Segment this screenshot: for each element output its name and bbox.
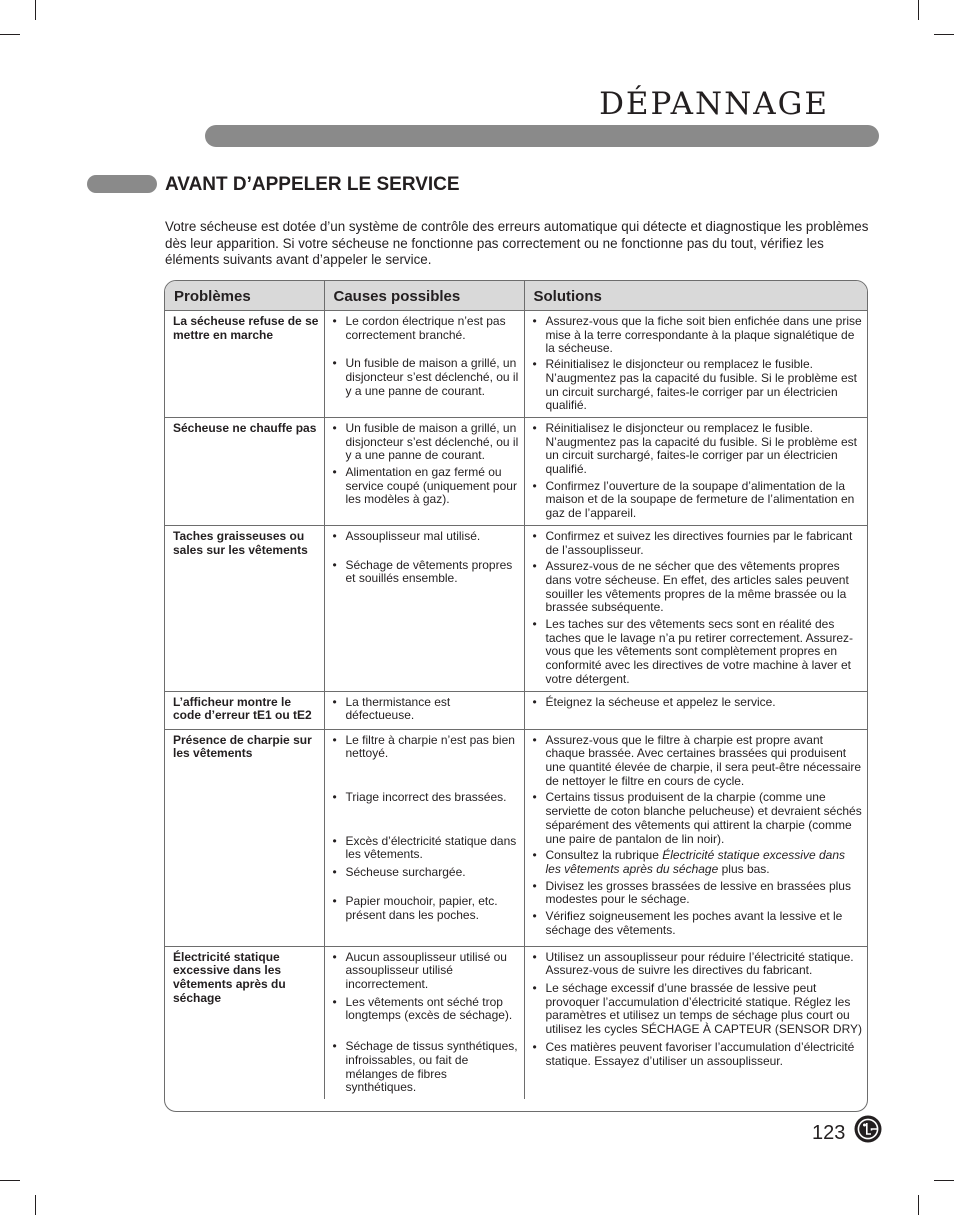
table-row [165, 946, 867, 1099]
cause-item: • Assouplisseur mal utilisé. [333, 530, 520, 544]
problem-cell: Présence de charpie sur les vêtements [165, 729, 324, 946]
crop-mark [35, 0, 36, 20]
solution-item: • Assurez-vous de ne sécher que des vêtements propres dans votre sécheuse. En effet, des articles sales peuvent souiller les vêtements propres de la même brassée ou la brassée subséquente. [533, 560, 864, 615]
crop-mark [35, 1195, 36, 1215]
solution-item: • Assurez-vous que le filtre à charpie est propre avant chaque brassée. Avec certaines brassées qui produisent une quantité élevée de charpie, il sera peut-être nécessaire de nettoyer le filtre en cours de cycle. [533, 734, 864, 789]
solution-item: • Divisez les grosses brassées de lessive en brassées plus modestes pour le séchage. [533, 880, 864, 907]
crop-mark [934, 34, 954, 35]
crop-mark [934, 1180, 954, 1181]
causes-cell [324, 729, 524, 946]
solution-item [533, 849, 864, 876]
solution-item: • Confirmez et suivez les directives fournies par le fabricant de l’assouplisseur. [533, 530, 864, 557]
solution-item: • Éteignez la sécheuse et appelez le service. [533, 696, 864, 710]
solutions-cell [524, 691, 867, 729]
column-header-solutions: Solutions [524, 281, 867, 311]
column-header-causes: Causes possibles [324, 281, 524, 311]
solution-item: • Ces matières peuvent favoriser l’accumulation d’électricité statique. Essayez d’utiliser un assouplisseur. [533, 1041, 864, 1068]
cause-item: • Alimentation en gaz fermé ou service coupé (uniquement pour les modèles à gaz). [333, 466, 520, 507]
solutions-cell [524, 417, 867, 525]
solutions-cell [524, 729, 867, 946]
causes-cell [324, 311, 524, 418]
page-number: 123 [812, 1122, 846, 1144]
problem-cell: La sécheuse refuse de se mettre en marche [165, 311, 324, 418]
column-header-problems: Problèmes [165, 281, 324, 311]
table-header-row [165, 281, 867, 311]
causes-cell [324, 691, 524, 729]
problem-cell: L’afficheur montre le code d’erreur tE1 ou tE2 [165, 691, 324, 729]
table [165, 281, 867, 1099]
cause-item: • Triage incorrect des brassées. [333, 791, 520, 805]
table-row [165, 311, 867, 418]
page-title: DÉPANNAGE [599, 86, 829, 122]
causes-cell [324, 946, 524, 1099]
solution-item: • Certains tissus produisent de la charpie (comme une serviette de coton blanche pelucheuse) et devraient séchés séparément des vêtements qui attirent la charpie (comme une paire de pantalon de lin noir). [533, 791, 864, 846]
solutions-cell [524, 311, 867, 418]
section-heading: AVANT D’APPELER LE SERVICE [165, 174, 460, 195]
cause-item: • Aucun assouplisseur utilisé ou assouplisseur utilisé incorrectement. [333, 951, 520, 992]
cause-item: • Les vêtements ont séché trop longtemps (excès de séchage). [333, 996, 520, 1023]
cause-item: • Le filtre à charpie n’est pas bien nettoyé. [333, 734, 520, 761]
cause-item: • Séchage de tissus synthétiques, infroissables, ou fait de mélanges de fibres synthétiques. [333, 1040, 520, 1095]
solution-item: • Assurez-vous que la fiche soit bien enfichée dans une prise mise à la terre correspondante à la plaque signalétique de la sécheuse. [533, 315, 864, 356]
section-reference: Électricité statique excessive dans les vêtements après du séchage [545, 848, 845, 876]
cause-item: • La thermistance est défectueuse. [333, 696, 520, 723]
table-row [165, 729, 867, 946]
crop-mark [0, 1180, 20, 1181]
solution-item: • Réinitialisez le disjoncteur ou remplacez le fusible. N’augmentez pas la capacité du fusible. Si le problème est un circuit surchargé, faites-le corriger par un électricien qualifié. [533, 422, 864, 477]
section-pill [87, 175, 157, 193]
cause-item: • Un fusible de maison a grillé, un disjoncteur s’est déclenché, ou il y a une panne de courant. [333, 422, 520, 463]
title-bar [205, 125, 879, 147]
solutions-cell [524, 525, 867, 691]
table-row [165, 417, 867, 525]
solution-text: Consultez la rubrique Électricité statique excessive dans les vêtements après du séchage plus bas. [545, 848, 845, 876]
solution-item: • Réinitialisez le disjoncteur ou remplacez le fusible. N’augmentez pas la capacité du fusible. Si le problème est un circuit surchargé, faites-le corriger par un électricien qualifié. [533, 358, 864, 413]
lg-logo-icon [854, 1115, 882, 1143]
cause-item: • Le cordon électrique n’est pas correctement branché. [333, 315, 520, 342]
crop-mark [0, 34, 20, 35]
cause-item: • Séchage de vêtements propres et souillés ensemble. [333, 559, 520, 586]
troubleshooting-table [164, 280, 868, 1112]
causes-cell [324, 417, 524, 525]
solution-item: • Les taches sur des vêtements secs sont en réalité des taches que le lavage n’a pu retirer correctement. Assurez-vous que les vêtements sont complètement propres en conformité avec les directives de votre machine à laver et votre détergent. [533, 618, 864, 687]
cause-item: • Papier mouchoir, papier, etc. présent dans les poches. [333, 895, 520, 922]
solution-item: • Confirmez l’ouverture de la soupape d’alimentation de la maison et de la soupape de fermeture de l’alimentation en gaz de l’appareil. [533, 480, 864, 521]
problem-cell: Électricité statique excessive dans les vêtements après du séchage [165, 946, 324, 1099]
problem-cell: Taches graisseuses ou sales sur les vêtements [165, 525, 324, 691]
cause-item: • Excès d’électricité statique dans les vêtements. [333, 835, 520, 862]
intro-paragraph: Votre sécheuse est dotée d’un système de contrôle des erreurs automatique qui détecte et diagnostique les problèmes dès leur apparition. Si votre sécheuse ne fonctionne pas correctement ou ne fonctionne pas du tout, vérifiez les éléments suivants avant d’appeler le service. [165, 219, 869, 268]
crop-mark [918, 1195, 919, 1215]
causes-cell [324, 525, 524, 691]
solution-item: • Vérifiez soigneusement les poches avant la lessive et le séchage des vêtements. [533, 910, 864, 937]
cause-item: • Un fusible de maison a grillé, un disjoncteur s’est déclenché, ou il y a une panne de courant. [333, 357, 520, 398]
solution-item: • Utilisez un assouplisseur pour réduire l’électricité statique. Assurez-vous de suivre les directives du fabricant. [533, 951, 864, 978]
table-row [165, 525, 867, 691]
crop-mark [918, 0, 919, 20]
solutions-cell [524, 946, 867, 1099]
solution-item: • Le séchage excessif d’une brassée de lessive peut provoquer l’accumulation d’électricité statique. Réglez les paramètres et utilisez un temps de séchage plus court ou utilisez les cycles SÉCHAGE À CAPTEUR (SENSOR DRY) [533, 982, 864, 1037]
table-row [165, 691, 867, 729]
cause-item: • Sécheuse surchargée. [333, 866, 520, 880]
problem-cell: Sécheuse ne chauffe pas [165, 417, 324, 525]
